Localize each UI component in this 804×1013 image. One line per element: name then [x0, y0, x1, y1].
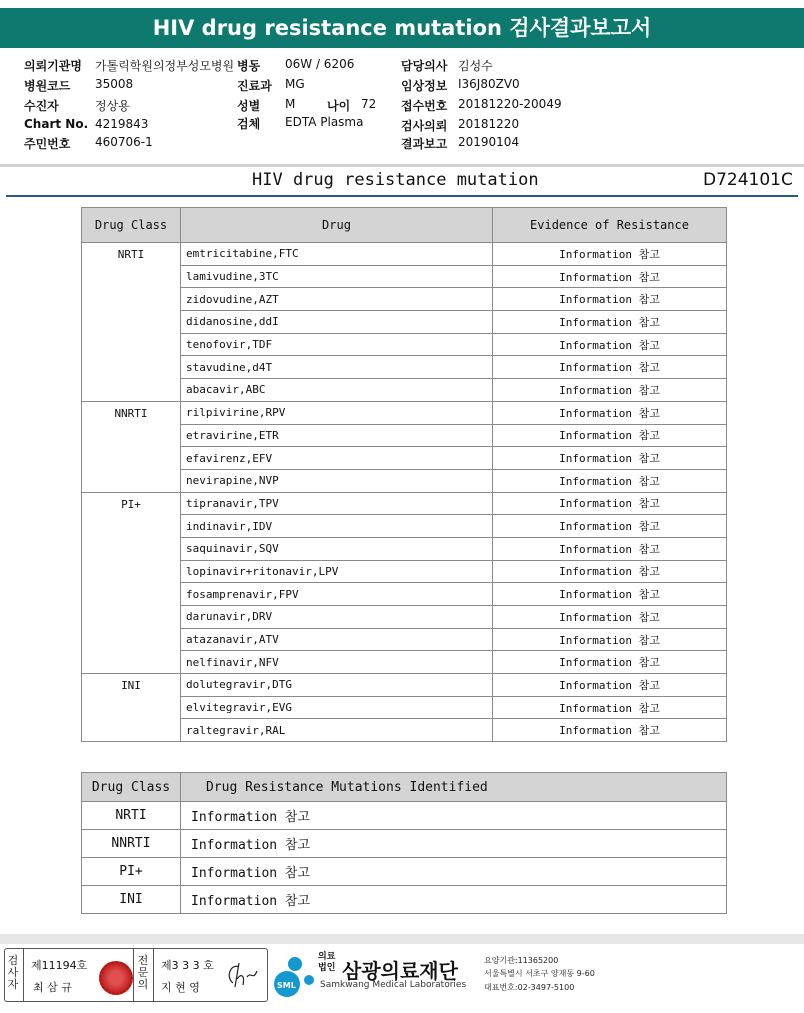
- drug-cell: raltegravir,RAL: [181, 719, 493, 742]
- char: 자: [7, 978, 19, 991]
- drug-cell: etravirine,ETR: [181, 424, 493, 447]
- mutation-cell: Information 참고: [181, 886, 727, 914]
- id-label: 주민번호: [24, 137, 71, 151]
- drug-cell: stavudine,d4T: [181, 356, 493, 379]
- test-code: D724101C: [703, 170, 793, 190]
- evidence-cell: Information 참고: [493, 674, 727, 697]
- drug-cell: lamivudine,3TC: [181, 265, 493, 288]
- drug-cell: rilpivirine,RPV: [181, 401, 493, 424]
- table-row: [82, 243, 727, 266]
- drug-cell: elvitegravir,EVG: [181, 696, 493, 719]
- drug-cell: atazanavir,ATV: [181, 628, 493, 651]
- drug-class-cell: INI: [82, 886, 181, 914]
- drug-cell: zidovudine,AZT: [181, 288, 493, 311]
- drug-cell: fosamprenavir,FPV: [181, 583, 493, 606]
- header-mutations: Drug Resistance Mutations Identified: [181, 773, 727, 802]
- evidence-cell: Information 참고: [493, 424, 727, 447]
- char: 의: [137, 978, 149, 991]
- footer-divider: [0, 934, 804, 944]
- evidence-cell: Information 참고: [493, 651, 727, 674]
- evidence-cell: Information 참고: [493, 311, 727, 334]
- header-evidence: Evidence of Resistance: [493, 208, 727, 243]
- mutation-cell: Information 참고: [181, 830, 727, 858]
- request-label: 검사의뢰: [401, 119, 448, 133]
- specialist-vertical-label: [137, 955, 149, 991]
- org-code: 요양기관:11365200: [484, 956, 559, 965]
- org-phone: 대표번호:02-3497-5100: [484, 983, 575, 992]
- table-row: [82, 830, 727, 858]
- receipt-value: 20181220-20049: [458, 97, 562, 111]
- drug-class-cell: INI: [82, 674, 181, 742]
- doctor-label: 담당의사: [401, 59, 448, 73]
- evidence-cell: Information 참고: [493, 243, 727, 266]
- chart-label: Chart No.: [24, 117, 89, 131]
- tester-number: 제11194호: [31, 959, 88, 972]
- evidence-cell: Information 참고: [493, 447, 727, 470]
- evidence-cell: Information 참고: [493, 356, 727, 379]
- evidence-cell: Information 참고: [493, 379, 727, 402]
- mutation-cell: Information 참고: [181, 858, 727, 886]
- drug-cell: dolutegravir,DTG: [181, 674, 493, 697]
- id-value: 460706-1: [95, 135, 153, 149]
- org-name: 삼광의료재단: [342, 959, 458, 983]
- drug-class-cell: NRTI: [82, 802, 181, 830]
- report-title: HIV drug resistance mutation 검사결과보고서: [0, 8, 804, 48]
- drug-cell: indinavir,IDV: [181, 515, 493, 538]
- evidence-cell: Information 참고: [493, 719, 727, 742]
- evidence-cell: Information 참고: [493, 469, 727, 492]
- header-drug: Drug: [181, 208, 493, 243]
- drug-cell: tenofovir,TDF: [181, 333, 493, 356]
- evidence-cell: Information 참고: [493, 560, 727, 583]
- table-row: [82, 886, 727, 914]
- drug-class-cell: NNRTI: [82, 401, 181, 492]
- header-drug-class: Drug Class: [82, 208, 181, 243]
- evidence-cell: Information 참고: [493, 696, 727, 719]
- section-title: HIV drug resistance mutation: [252, 170, 539, 190]
- divider: [133, 949, 134, 1001]
- char: 사: [7, 966, 19, 979]
- age-label: 나이: [327, 99, 351, 113]
- divider: [6, 195, 798, 197]
- drug-class-cell: NRTI: [82, 243, 181, 402]
- clinical-label: 임상정보: [401, 79, 448, 93]
- org-prefix: 의료법인: [318, 952, 336, 973]
- receipt-label: 접수번호: [401, 99, 448, 113]
- sex-label: 성별: [237, 99, 261, 113]
- sex-value: M: [285, 97, 296, 111]
- drug-class-cell: NNRTI: [82, 830, 181, 858]
- char: 전: [137, 954, 149, 967]
- dept-label: 진료과: [237, 79, 272, 93]
- drug-cell: nevirapine,NVP: [181, 469, 493, 492]
- drug-cell: didanosine,ddI: [181, 311, 493, 334]
- resistance-table: [81, 207, 727, 742]
- drug-cell: tipranavir,TPV: [181, 492, 493, 515]
- receiver-value: 정상용: [95, 99, 130, 113]
- logo-text: SML: [277, 981, 296, 990]
- header-drug-class: Drug Class: [82, 773, 181, 802]
- specialist-number: 제3 3 3 호: [161, 959, 214, 972]
- evidence-cell: Information 참고: [493, 628, 727, 651]
- table-row: [82, 858, 727, 886]
- evidence-cell: Information 참고: [493, 583, 727, 606]
- table-row: [82, 802, 727, 830]
- mutation-cell: Information 참고: [181, 802, 727, 830]
- receiver-label: 수진자: [24, 99, 59, 113]
- age-value: 72: [361, 97, 377, 111]
- evidence-cell: Information 참고: [493, 537, 727, 560]
- institution-label: 의뢰기관명: [24, 59, 82, 73]
- drug-cell: saquinavir,SQV: [181, 537, 493, 560]
- evidence-cell: Information 참고: [493, 265, 727, 288]
- drug-cell: abacavir,ABC: [181, 379, 493, 402]
- divider: [23, 949, 24, 1001]
- divider: [153, 949, 154, 1001]
- dept-value: MG: [285, 77, 305, 91]
- mutation-table: [81, 772, 727, 914]
- tester-name: 최 삼 규: [33, 981, 72, 994]
- hospital-code-label: 병원코드: [24, 79, 71, 93]
- org-english-name: Samkwang Medical Laboratories: [320, 980, 467, 990]
- hospital-code-value: 35008: [95, 77, 134, 91]
- report-label: 결과보고: [401, 137, 448, 151]
- signature-mark: [223, 957, 263, 993]
- request-value: 20181220: [458, 117, 520, 131]
- signature-box: [4, 948, 268, 1002]
- specimen-label: 검체: [237, 117, 261, 131]
- drug-cell: darunavir,DRV: [181, 606, 493, 629]
- drug-class-cell: PI+: [82, 858, 181, 886]
- patient-info: [0, 52, 804, 164]
- report-value: 20190104: [458, 135, 520, 149]
- evidence-cell: Information 참고: [493, 288, 727, 311]
- ward-value: 06W / 6206: [285, 57, 355, 71]
- seal-stamp: [99, 961, 133, 995]
- evidence-cell: Information 참고: [493, 492, 727, 515]
- institution-value: 가톨릭학원의정부성모병원: [95, 59, 235, 73]
- divider: [0, 164, 804, 167]
- table-row: [82, 401, 727, 424]
- drug-cell: nelfinavir,NFV: [181, 651, 493, 674]
- evidence-cell: Information 참고: [493, 401, 727, 424]
- sml-logo: [273, 950, 317, 1002]
- org-address: 서울특별시 서초구 양재동 9-60: [484, 969, 595, 978]
- drug-class-cell: PI+: [82, 492, 181, 674]
- char: 문: [137, 966, 149, 979]
- table-row: [82, 674, 727, 697]
- specimen-value: EDTA Plasma: [285, 115, 364, 129]
- tester-vertical-label: [7, 955, 19, 991]
- specialist-name: 지 현 영: [161, 981, 200, 994]
- doctor-value: 김성수: [458, 59, 493, 73]
- drug-cell: lopinavir+ritonavir,LPV: [181, 560, 493, 583]
- evidence-cell: Information 참고: [493, 515, 727, 538]
- drug-cell: emtricitabine,FTC: [181, 243, 493, 266]
- evidence-cell: Information 참고: [493, 333, 727, 356]
- ward-label: 병동: [237, 59, 261, 73]
- char: 검: [7, 954, 19, 967]
- clinical-value: I36J80ZV0: [458, 77, 520, 91]
- table-row: [82, 492, 727, 515]
- evidence-cell: Information 참고: [493, 606, 727, 629]
- chart-value: 4219843: [95, 117, 149, 131]
- drug-cell: efavirenz,EFV: [181, 447, 493, 470]
